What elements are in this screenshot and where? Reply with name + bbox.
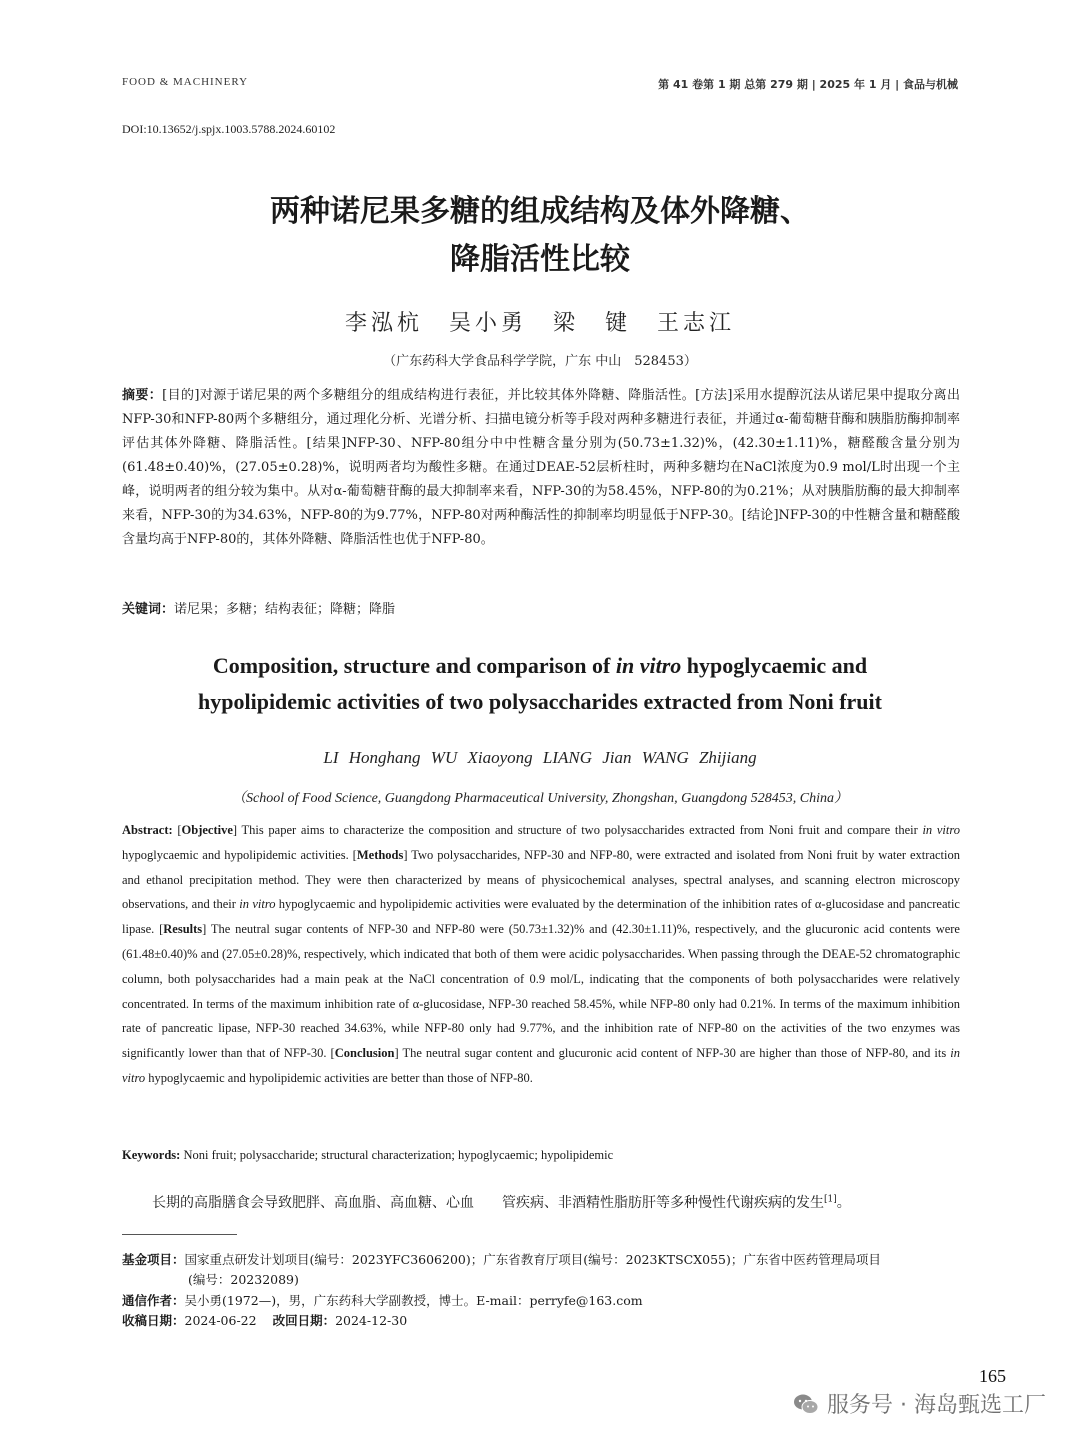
title-en-line1-pre: Composition, structure and comparison of [212,653,616,678]
corr-text: 吴小勇(1972—)，男，广东药科大学副教授，博士。E-mail：perryfe@163.com [184,1293,643,1308]
abstract-en: Abstract: [Objective] This paper aims to characterize the composition and structure of two polysaccharides extracted from Noni fruit and compare their in vitro hypoglycaemic and hypolipidemic activities. [Methods] Two polysaccharides, NFP-30 and NFP-80, were extracted and isolated from Noni fruit by water extraction and ethanol precipitation method. They were then characterized by means of physicochemical analyses, spectral analyses, and scanning electron microscopy observations, and their in vitro hypoglycaemic and hypolipidemic activities were evaluated by the determination of the inhibition rates of α-glucosidase and pancreatic lipase. [Results] The neutral sugar contents of NFP-30 and NFP-80 were (50.73±1.32)% and (42.30±1.11)%, respectively, and the glucuronic acid contents were (61.48±0.40)% and (27.05±0.28)%, respectively, which indicated that both of them were acidic polysaccharides. When passing through the DEAE-52 chromatographic column, both polysaccharides had a main peak at the NaCl concentration of 0.9 mol/L, indicating that the components of both polysaccharides were relatively concentrated. In terms of the maximum inhibition rate of α-glucosidase, NFP-30 reached 58.45%, while NFP-80 only had 0.21%. In terms of the maximum inhibition rate of pancreatic lipase, NFP-30 reached 34.63%, while NFP-80 only had 9.77%, and the inhibition rate of NFP-80 on the activities of the two enzymes was significantly lower than that of NFP-30. [Conclusion] The neutral sugar content and glucuronic acid content of NFP-30 are higher than those of NFP-80, and its in vitro hypoglycaemic and hypolipidemic activities are better than those of NFP-80. [122,823,960,1085]
page-number: 165 [979,1366,1006,1386]
objective-text-2: hypoglycaemic and hypolipidemic activities. [122,847,353,862]
objective-text: This paper aims to characterize the composition and structure of two polysaccharides extracted from Noni fruit and compare their [237,823,923,837]
authors-cn: 李泓杭 吴小勇 梁 键 王志江 [344,311,735,336]
footnote-dates [122,1311,962,1331]
abstract-cn-text: [目的]对源于诺尼果的两个多糖组分的组成结构进行表征，并比较其体外降糖、降脂活性。[方法]采用水提醇沉法从诺尼果中提取分离出NFP-30和NFP-80两个多糖组分，通过理化分析、光谱分析、扫描电镜分析等手段对两种多糖进行表征，并通过α-葡萄糖苷酶和胰脂肪酶抑制率评估其体外降糖、降脂活性。[结果]NFP-30、NFP-80组分中中性糖含量分别为(50.73±1.32)%，(42.30±1.11)%，糖醛酸含量分别为(61.48±0.40)%，(27.05±0.28)%，说明两者均为酸性多糖。在通过DEAE-52层析柱时，两种多糖均在NaCl浓度为0.9 mol/L时出现一个主峰，说明两者的组分较为集中。从对α-葡萄糖苷酶的最大抑制率来看，NFP-30的为58.45%，NFP-80的为0.21%；从对胰脂肪酶的最大抑制率来看，NFP-30的为34.63%，NFP-80的为9.77%，NFP-80对两种酶活性的抑制率均明显低于NFP-30。[结论]NFP-30的中性糖含量和糖醛酸含量均高于NFP-80的，其体外降糖、降脂活性也优于NFP-80。 [122,388,960,547]
fund-text: 国家重点研发计划项目(编号：2023YFC3606200)；广东省教育厅项目(编号：2023KTSCX055)；广东省中医药管理局项目 [184,1252,881,1267]
abstract-cn-label: 摘要： [122,388,163,403]
title-cn-line1: 两种诺尼果多糖的组成结构及体外降糖、 [270,194,810,229]
journal-name-en: FOOD & MACHINERY [122,76,249,88]
keywords-cn [122,598,960,622]
title-en-line1 [0,653,1080,679]
footnote-fund [122,1250,962,1270]
results-label: Results [163,922,203,937]
rev-date: 2024-12-30 [335,1313,408,1328]
keywords-en-label: Keywords: [122,1148,181,1162]
wechat-icon [793,1393,819,1415]
objective-label: Objective [181,823,233,837]
title-en-invitro: in vitro [615,653,682,678]
keywords-cn-text: 诺尼果；多糖；结构表征；降糖；降脂 [174,602,396,617]
watermark [793,1388,1046,1419]
doi: DOI:10.13652/j.spjx.1003.5788.2024.60102 [122,122,336,136]
abstract-en-label: Abstract: [122,823,173,837]
intro-paragraph [152,1192,960,1212]
conclusion-text: The neutral sugar content and glucuronic acid content of NFP-30 are higher than those of NFP-80, and its [398,1046,951,1061]
recv-label: 收稿日期： [122,1313,185,1328]
methods-label: Methods [356,847,404,862]
title-cn-line2: 降脂活性比较 [450,242,630,277]
conclusion-label: Conclusion [334,1046,395,1061]
keywords-cn-label: 关键词： [122,602,175,617]
intro-text: 长期的高脂膳食会导致肥胖、高血脂、高血糖、心血 管疾病、非酒精性脂肪肝等多种慢性代谢疾病的发生 [152,1195,824,1211]
authors-en: LI Honghang WU Xiaoyong LIANG Jian WANG Zhijiang [323,748,757,767]
invitro-1: in vitro [922,823,960,837]
title-en-line2: hypolipidemic activities of two polysaccharides extracted from Noni fruit [198,689,882,714]
corr-label: 通信作者： [122,1293,185,1308]
affiliation-en: （School of Food Science, Guangdong Pharmaceutical University, Zhongshan, Guangdong 528453, China） [232,791,848,806]
title-en-line1-post: hypoglycaemic and [681,653,868,678]
recv-date: 2024-06-22 [184,1313,257,1328]
methods-text-2: hypoglycaemic and hypolipidemic activities were evaluated by the determination of the inhibition rates of α-glucosidase and pancreatic lipase. [122,897,960,937]
affiliation-cn: （广东药科大学食品科学学院，广东 中山 528453） [383,354,697,369]
issue-info: 第 41 卷第 1 期 总第 279 期 | 2025 年 1 月 | 食品与机械 [658,78,958,91]
conclusion-text-2: hypoglycaemic and hypolipidemic activities are better than those of NFP-80. [145,1070,533,1085]
results-text: The neutral sugar contents of NFP-30 and NFP-80 were (50.73±1.32)% and (42.30±1.11)%, respectively, and the glucuronic acid contents were (61.48±0.40)% and (27.05±0.28)%, respectively, which indicated that both of them were acidic polysaccharides. When passing through the DEAE-52 chromatographic column, both polysaccharides had a main peak at the NaCl concentration of 0.9 mol/L, indicating that the components of both polysaccharides were relatively concentrated. In terms of the maximum inhibition rate of α-glucosidase, NFP-30 reached 58.45%, while NFP-80 only had 0.21%. In terms of the maximum inhibition rate of pancreatic lipase, NFP-30 reached 34.63%, while NFP-80 only had 9.77%, and the inhibition rate of NFP-80 on the activities of the two enzymes was significantly lower than that of NFP-30. [122,922,960,1061]
abstract-cn [122,384,960,552]
footnote-corresponding [122,1291,962,1311]
intro-tail: 。 [836,1195,851,1211]
invitro-2: in vitro [239,897,276,912]
methods-text: Two polysaccharides, NFP-30 and NFP-80, were extracted and isolated from Noni fruit by water extraction and ethanol precipitation method. They were then characterized by means of physicochemical analyses, spectral analyses, and scanning electron microscopy observations, and their [122,847,960,912]
keywords-en-text: Noni fruit; polysaccharide; structural characterization; hypoglycaemic; hypolipidemic [180,1148,614,1162]
rev-label: 改回日期： [272,1313,336,1328]
watermark-text: 服务号 · 海岛甄选工厂 [827,1393,1046,1418]
invitro-3: in vitro [122,1046,960,1085]
citation-ref[interactable]: [1] [824,1194,837,1205]
footnote-rule [122,1234,237,1235]
footnote-fund-cont: (编号：20232089) [188,1272,299,1287]
keywords-en [122,1143,960,1168]
fund-label: 基金项目： [122,1252,185,1267]
